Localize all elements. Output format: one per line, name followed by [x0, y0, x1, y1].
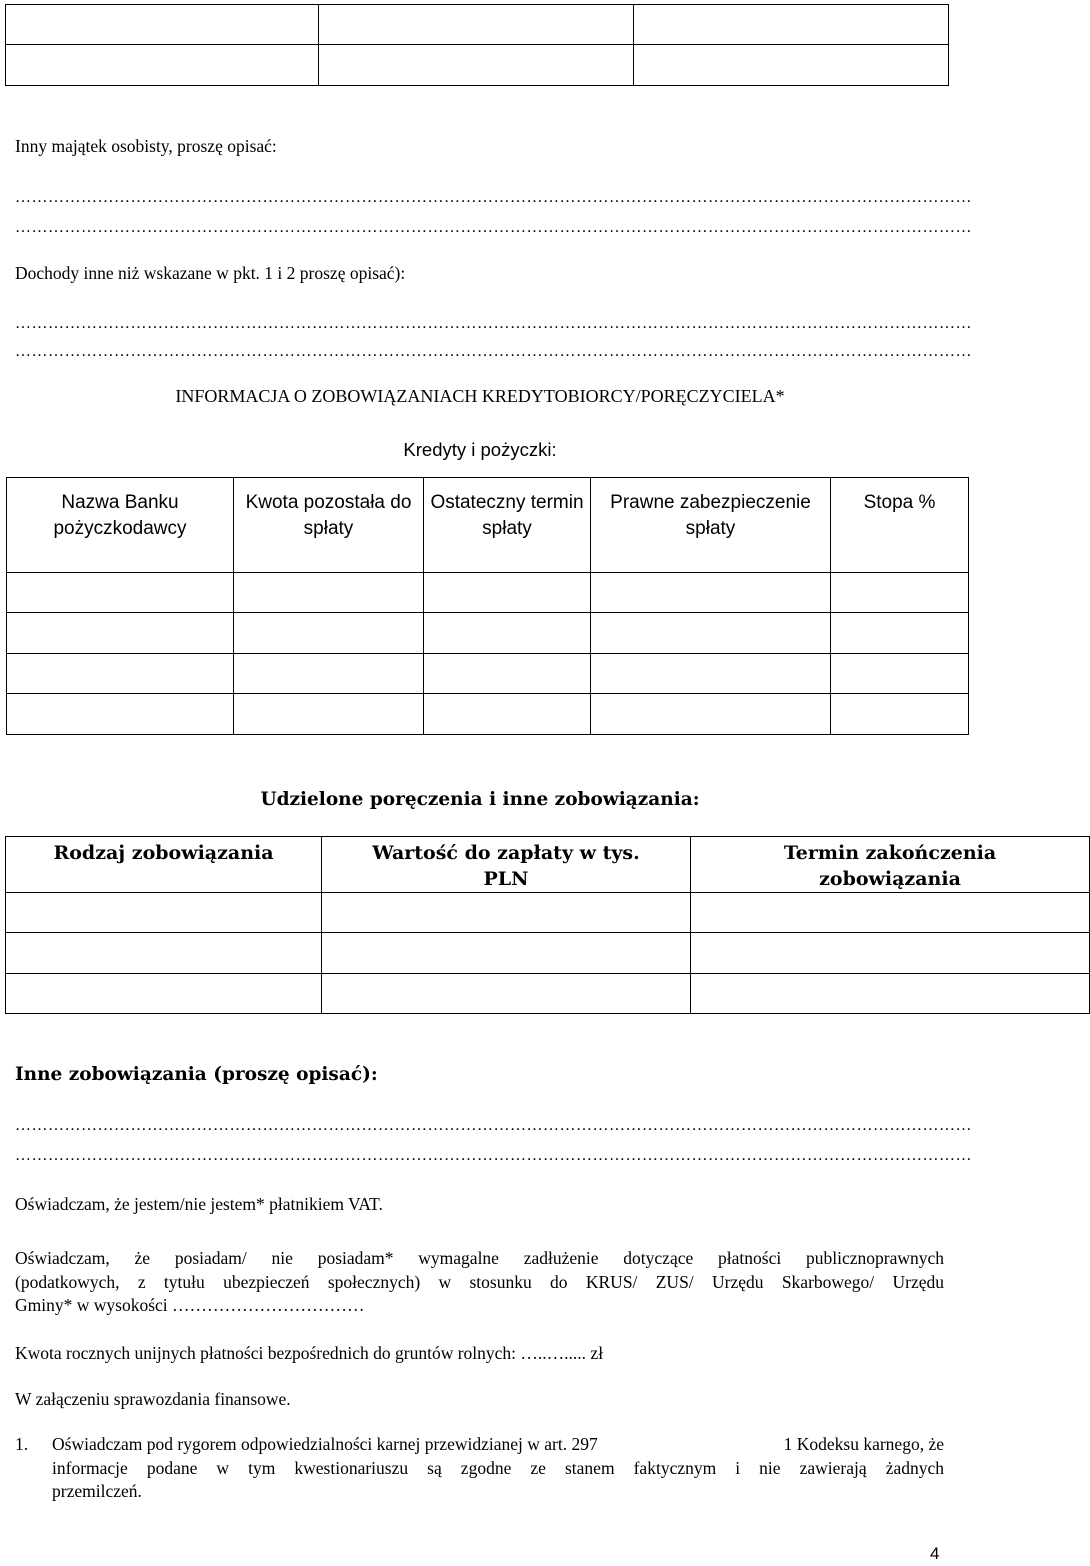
debt-statement-line: Gminy* w wysokości …………………………… [15, 1295, 365, 1315]
declaration-number: 1. [15, 1434, 29, 1454]
guarantees-cell[interactable] [6, 974, 322, 1014]
loans-cell[interactable] [591, 613, 831, 654]
section-title: INFORMACJA O ZOBOWIĄZANIACH KREDYTOBIORCY/PORĘCZYCIELA* [175, 386, 785, 406]
loans-header-security: Prawne zabezpieczenie spłaty [591, 478, 831, 573]
loans-cell[interactable] [831, 654, 969, 694]
other-obligations-label: Inne zobowiązania (proszę opisać): [15, 1064, 378, 1085]
dots-line: ………………………………………………………………………………………………………………………………………………………… [15, 189, 972, 206]
dots-line: ………………………………………………………………………………………………………………………………………………………… [15, 315, 972, 332]
loans-cell[interactable] [234, 694, 424, 735]
loans-cell[interactable] [234, 573, 424, 613]
section-sign-gap [684, 1433, 698, 1457]
guarantees-cell[interactable] [691, 933, 1090, 974]
top-cell[interactable] [319, 5, 634, 45]
guarantees-cell[interactable] [6, 933, 322, 974]
declaration-part: 1 Kodeksu karnego, że [783, 1434, 944, 1454]
guarantees-header-end-date: Termin zakończenia zobowiązania [691, 837, 1090, 893]
personal-assets-label: Inny majątek osobisty, proszę opisać: [15, 136, 277, 156]
page-number: 4 [930, 1544, 940, 1563]
declaration-part: Oświadczam pod rygorem odpowiedzialności karnej przewidzianej w art. 297 [52, 1434, 598, 1454]
guarantees-title: Udzielone poręczenia i inne zobowiązania: [260, 789, 700, 810]
guarantees-cell[interactable] [6, 893, 322, 933]
loans-cell[interactable] [591, 654, 831, 694]
dots-line: ………………………………………………………………………………………………………………………………………………………… [15, 219, 972, 236]
loans-cell[interactable] [234, 654, 424, 694]
loans-header-amount: Kwota pozostała do spłaty [234, 478, 424, 573]
loans-cell[interactable] [7, 573, 234, 613]
dots-line: ………………………………………………………………………………………………………………………………………………………… [15, 1147, 972, 1164]
dots-line: ………………………………………………………………………………………………………………………………………………………… [15, 1117, 972, 1134]
loans-cell[interactable] [831, 613, 969, 654]
declaration [52, 1433, 944, 1504]
vat-statement: Oświadczam, że jestem/nie jestem* płatnikiem VAT. [15, 1194, 383, 1214]
loans-cell[interactable] [591, 694, 831, 735]
debt-statement-line: Oświadczam, że posiadam/ nie posiadam* wymagalne zadłużenie dotyczące płatności publicznoprawnych [15, 1248, 944, 1268]
top-cell[interactable] [6, 5, 319, 45]
loans-cell[interactable] [424, 573, 591, 613]
dots-line: ………………………………………………………………………………………………………………………………………………………… [15, 343, 972, 360]
loans-cell[interactable] [424, 654, 591, 694]
guarantees-table [5, 836, 1090, 1014]
top-cell[interactable] [6, 45, 319, 86]
declaration-line [52, 1433, 944, 1457]
loans-title: Kredyty i pożyczki: [403, 439, 557, 460]
loans-table [6, 477, 969, 735]
loans-cell[interactable] [424, 613, 591, 654]
loans-cell[interactable] [7, 654, 234, 694]
loans-cell[interactable] [591, 573, 831, 613]
guarantees-header-type: Rodzaj zobowiązania [6, 837, 322, 893]
guarantees-cell[interactable] [691, 893, 1090, 933]
attachment-note: W załączeniu sprawozdania finansowe. [15, 1389, 291, 1409]
loans-cell[interactable] [831, 573, 969, 613]
top-cell[interactable] [634, 45, 949, 86]
declaration-line: przemilczeń. [52, 1481, 142, 1501]
debt-statement-line: (podatkowych, z tytułu ubezpieczeń społecznych) w stosunku do KRUS/ ZUS/ Urzędu Skarbowego/ Urzędu [15, 1271, 944, 1292]
top-cell[interactable] [634, 5, 949, 45]
guarantees-cell[interactable] [691, 974, 1090, 1014]
annual-payments: Kwota rocznych unijnych płatności bezpośrednich do gruntów rolnych: …..…..... zł [15, 1343, 604, 1363]
guarantees-cell[interactable] [322, 893, 691, 933]
other-income-label: Dochody inne niż wskazane w pkt. 1 i 2 proszę opisać): [15, 263, 406, 283]
loans-cell[interactable] [831, 694, 969, 735]
declaration-line: informacje podane w tym kwestionariuszu są zgodne ze stanem faktycznym i nie zawierają żadnych [52, 1457, 944, 1478]
loans-cell[interactable] [7, 694, 234, 735]
loans-header-rate: Stopa % [831, 478, 969, 573]
top-cell[interactable] [319, 45, 634, 86]
guarantees-header-value: Wartość do zapłaty w tys. PLN [322, 837, 691, 893]
loans-cell[interactable] [234, 613, 424, 654]
loans-header-bank: Nazwa Banku pożyczkodawcy [7, 478, 234, 573]
debt-statement [15, 1247, 944, 1318]
guarantees-cell[interactable] [322, 933, 691, 974]
guarantees-cell[interactable] [322, 974, 691, 1014]
top-partial-table [5, 4, 949, 86]
loans-cell[interactable] [7, 613, 234, 654]
loans-cell[interactable] [424, 694, 591, 735]
loans-header-deadline: Ostateczny termin spłaty [424, 478, 591, 573]
